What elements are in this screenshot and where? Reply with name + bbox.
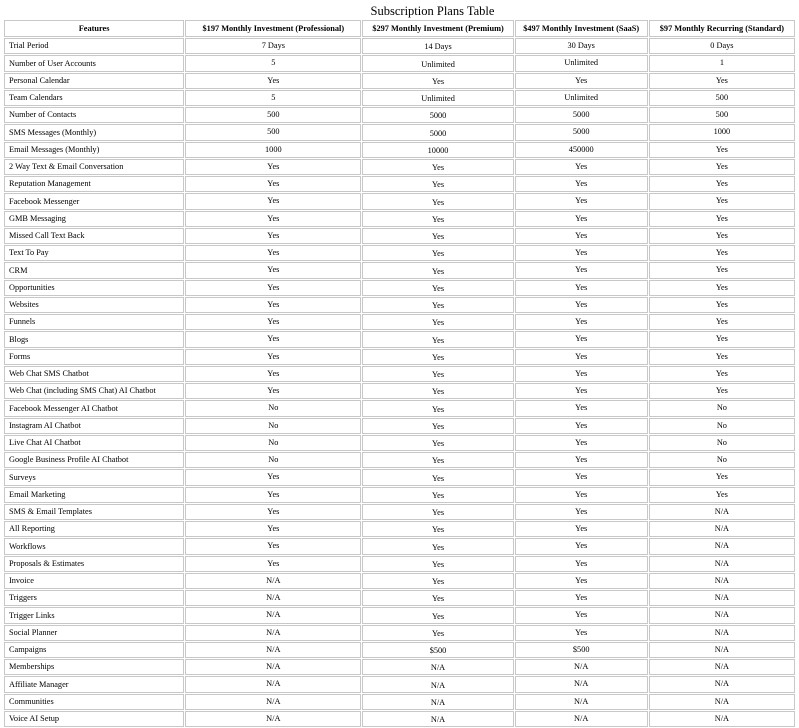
table-row — [4, 573, 795, 589]
feature-name: Google Business Profile AI Chatbot — [4, 452, 184, 468]
feature-name: Instagram AI Chatbot — [4, 418, 184, 434]
premium-value: Yes — [362, 314, 513, 330]
professional-value: Yes — [185, 331, 361, 347]
table-row — [4, 331, 795, 347]
premium-value: Unlimited — [362, 55, 513, 71]
standard-value: 1 — [649, 55, 795, 71]
saas-value: Yes — [515, 469, 648, 485]
saas-value: Yes — [515, 556, 648, 572]
saas-value: Unlimited — [515, 90, 648, 106]
feature-name: Communities — [4, 694, 184, 710]
saas-value: Yes — [515, 538, 648, 554]
table-row — [4, 676, 795, 692]
saas-value: Yes — [515, 176, 648, 192]
professional-value: Yes — [185, 349, 361, 365]
header-features: Features — [4, 20, 184, 37]
header-standard-plan: $97 Monthly Recurring (Standard) — [649, 20, 795, 37]
professional-value: 7 Days — [185, 38, 361, 54]
saas-value: Yes — [515, 228, 648, 244]
feature-name: Social Planner — [4, 625, 184, 641]
saas-value: Yes — [515, 262, 648, 278]
feature-name: SMS Messages (Monthly) — [4, 124, 184, 140]
standard-value: Yes — [649, 314, 795, 330]
premium-value: Yes — [362, 504, 513, 520]
table-row — [4, 487, 795, 503]
saas-value: Yes — [515, 573, 648, 589]
feature-name: Websites — [4, 297, 184, 313]
professional-value: N/A — [185, 573, 361, 589]
saas-value: 30 Days — [515, 38, 648, 54]
saas-value: Yes — [515, 280, 648, 296]
professional-value: No — [185, 435, 361, 451]
professional-value: Yes — [185, 193, 361, 209]
saas-value: 450000 — [515, 142, 648, 158]
feature-name: All Reporting — [4, 521, 184, 537]
saas-value: Yes — [515, 331, 648, 347]
professional-value: Yes — [185, 262, 361, 278]
feature-name: Affiliate Manager — [4, 676, 184, 692]
professional-value: Yes — [185, 228, 361, 244]
premium-value: Yes — [362, 469, 513, 485]
standard-value: Yes — [649, 349, 795, 365]
saas-value: Yes — [515, 297, 648, 313]
table-row — [4, 366, 795, 382]
standard-value: N/A — [649, 590, 795, 606]
premium-value: Yes — [362, 193, 513, 209]
table-row — [4, 314, 795, 330]
premium-value: Yes — [362, 435, 513, 451]
premium-value: Yes — [362, 176, 513, 192]
saas-value: Yes — [515, 504, 648, 520]
premium-value: N/A — [362, 694, 513, 710]
premium-value: N/A — [362, 711, 513, 727]
standard-value: Yes — [649, 487, 795, 503]
premium-value: Yes — [362, 297, 513, 313]
table-row — [4, 400, 795, 416]
table-row — [4, 711, 795, 727]
saas-value: Yes — [515, 193, 648, 209]
premium-value: Yes — [362, 280, 513, 296]
premium-value: Yes — [362, 159, 513, 175]
feature-name: Triggers — [4, 590, 184, 606]
standard-value: 500 — [649, 107, 795, 123]
table-row — [4, 469, 795, 485]
premium-value: Yes — [362, 331, 513, 347]
saas-value: Yes — [515, 400, 648, 416]
feature-name: SMS & Email Templates — [4, 504, 184, 520]
standard-value: No — [649, 400, 795, 416]
standard-value: No — [649, 435, 795, 451]
saas-value: Yes — [515, 521, 648, 537]
standard-value: Yes — [649, 228, 795, 244]
premium-value: 14 Days — [362, 38, 513, 54]
standard-value: N/A — [649, 659, 795, 675]
standard-value: N/A — [649, 521, 795, 537]
saas-value: Yes — [515, 211, 648, 227]
feature-name: Invoice — [4, 573, 184, 589]
table-row — [4, 383, 795, 399]
professional-value: N/A — [185, 694, 361, 710]
professional-value: Yes — [185, 469, 361, 485]
standard-value: Yes — [649, 159, 795, 175]
saas-value: Yes — [515, 366, 648, 382]
premium-value: 5000 — [362, 124, 513, 140]
premium-value: $500 — [362, 642, 513, 658]
standard-value: N/A — [649, 556, 795, 572]
table-row — [4, 607, 795, 623]
feature-name: Campaigns — [4, 642, 184, 658]
table-row — [4, 245, 795, 261]
feature-name: Reputation Management — [4, 176, 184, 192]
feature-name: Surveys — [4, 469, 184, 485]
professional-value: No — [185, 452, 361, 468]
saas-value: Yes — [515, 625, 648, 641]
professional-value: Yes — [185, 366, 361, 382]
header-premium-plan: $297 Monthly Investment (Premium) — [362, 20, 513, 37]
table-row — [4, 297, 795, 313]
premium-value: Yes — [362, 383, 513, 399]
table-row — [4, 659, 795, 675]
saas-value: Yes — [515, 314, 648, 330]
professional-value: N/A — [185, 590, 361, 606]
subscription-plans-table — [3, 19, 796, 728]
professional-value: N/A — [185, 711, 361, 727]
feature-name: GMB Messaging — [4, 211, 184, 227]
feature-name: Trial Period — [4, 38, 184, 54]
professional-value: Yes — [185, 521, 361, 537]
header-row — [4, 20, 795, 37]
standard-value: N/A — [649, 573, 795, 589]
professional-value: 5 — [185, 55, 361, 71]
table-row — [4, 55, 795, 71]
premium-value: Yes — [362, 349, 513, 365]
feature-name: Team Calendars — [4, 90, 184, 106]
standard-value: N/A — [649, 625, 795, 641]
table-row — [4, 521, 795, 537]
professional-value: N/A — [185, 625, 361, 641]
premium-value: Yes — [362, 366, 513, 382]
feature-name: Funnels — [4, 314, 184, 330]
standard-value: N/A — [649, 676, 795, 692]
standard-value: N/A — [649, 694, 795, 710]
premium-value: 10000 — [362, 142, 513, 158]
professional-value: 5 — [185, 90, 361, 106]
standard-value: Yes — [649, 176, 795, 192]
professional-value: N/A — [185, 642, 361, 658]
standard-value: No — [649, 452, 795, 468]
standard-value: 500 — [649, 90, 795, 106]
saas-value: N/A — [515, 659, 648, 675]
premium-value: Yes — [362, 245, 513, 261]
table-row — [4, 90, 795, 106]
professional-value: Yes — [185, 556, 361, 572]
saas-value: Yes — [515, 418, 648, 434]
premium-value: Yes — [362, 487, 513, 503]
saas-value: Yes — [515, 452, 648, 468]
saas-value: Yes — [515, 383, 648, 399]
standard-value: Yes — [649, 262, 795, 278]
saas-value: Yes — [515, 73, 648, 89]
saas-value: Unlimited — [515, 55, 648, 71]
saas-value: Yes — [515, 159, 648, 175]
table-row — [4, 176, 795, 192]
standard-value: Yes — [649, 142, 795, 158]
saas-value: 5000 — [515, 124, 648, 140]
premium-value: Yes — [362, 607, 513, 623]
premium-value: Yes — [362, 452, 513, 468]
table-row — [4, 159, 795, 175]
professional-value: Yes — [185, 314, 361, 330]
standard-value: N/A — [649, 711, 795, 727]
header-saas-plan: $497 Monthly Investment (SaaS) — [515, 20, 648, 37]
feature-name: Text To Pay — [4, 245, 184, 261]
table-row — [4, 349, 795, 365]
feature-name: Email Marketing — [4, 487, 184, 503]
professional-value: No — [185, 400, 361, 416]
table-row — [4, 142, 795, 158]
table-row — [4, 625, 795, 641]
feature-name: Web Chat SMS Chatbot — [4, 366, 184, 382]
table-row — [4, 452, 795, 468]
feature-name: CRM — [4, 262, 184, 278]
feature-name: Missed Call Text Back — [4, 228, 184, 244]
professional-value: Yes — [185, 159, 361, 175]
table-row — [4, 107, 795, 123]
professional-value: Yes — [185, 487, 361, 503]
premium-value: Yes — [362, 521, 513, 537]
saas-value: Yes — [515, 349, 648, 365]
premium-value: Yes — [362, 262, 513, 278]
feature-name: Facebook Messenger — [4, 193, 184, 209]
premium-value: Yes — [362, 418, 513, 434]
feature-name: Blogs — [4, 331, 184, 347]
feature-name: Voice AI Setup — [4, 711, 184, 727]
standard-value: Yes — [649, 297, 795, 313]
standard-value: Yes — [649, 245, 795, 261]
table-row — [4, 228, 795, 244]
standard-value: Yes — [649, 280, 795, 296]
premium-value: Yes — [362, 400, 513, 416]
feature-name: Personal Calendar — [4, 73, 184, 89]
table-row — [4, 590, 795, 606]
table-row — [4, 435, 795, 451]
table-row — [4, 694, 795, 710]
table-row — [4, 418, 795, 434]
professional-value: 500 — [185, 124, 361, 140]
professional-value: Yes — [185, 211, 361, 227]
professional-value: Yes — [185, 383, 361, 399]
premium-value: Yes — [362, 625, 513, 641]
premium-value: N/A — [362, 676, 513, 692]
feature-name: Number of User Accounts — [4, 55, 184, 71]
standard-value: No — [649, 418, 795, 434]
standard-value: 0 Days — [649, 38, 795, 54]
table-row — [4, 280, 795, 296]
professional-value: No — [185, 418, 361, 434]
premium-value: Yes — [362, 573, 513, 589]
table-row — [4, 73, 795, 89]
table-row — [4, 642, 795, 658]
feature-name: Facebook Messenger AI Chatbot — [4, 400, 184, 416]
feature-name: Proposals & Estimates — [4, 556, 184, 572]
premium-value: Unlimited — [362, 90, 513, 106]
standard-value: Yes — [649, 366, 795, 382]
saas-value: Yes — [515, 590, 648, 606]
saas-value: 5000 — [515, 107, 648, 123]
standard-value: Yes — [649, 469, 795, 485]
standard-value: 1000 — [649, 124, 795, 140]
professional-value: Yes — [185, 504, 361, 520]
feature-name: Live Chat AI Chatbot — [4, 435, 184, 451]
standard-value: N/A — [649, 504, 795, 520]
feature-name: Memberships — [4, 659, 184, 675]
feature-name: Opportunities — [4, 280, 184, 296]
premium-value: Yes — [362, 228, 513, 244]
saas-value: N/A — [515, 676, 648, 692]
premium-value: N/A — [362, 659, 513, 675]
standard-value: N/A — [649, 607, 795, 623]
feature-name: Forms — [4, 349, 184, 365]
standard-value: N/A — [649, 642, 795, 658]
feature-name: Email Messages (Monthly) — [4, 142, 184, 158]
standard-value: Yes — [649, 211, 795, 227]
saas-value: Yes — [515, 607, 648, 623]
professional-value: Yes — [185, 176, 361, 192]
premium-value: Yes — [362, 590, 513, 606]
professional-value: Yes — [185, 297, 361, 313]
premium-value: Yes — [362, 73, 513, 89]
professional-value: Yes — [185, 280, 361, 296]
standard-value: Yes — [649, 73, 795, 89]
premium-value: Yes — [362, 556, 513, 572]
premium-value: 5000 — [362, 107, 513, 123]
saas-value: N/A — [515, 694, 648, 710]
header-professional-plan: $197 Monthly Investment (Professional) — [185, 20, 361, 37]
professional-value: N/A — [185, 659, 361, 675]
standard-value: Yes — [649, 383, 795, 399]
saas-value: Yes — [515, 487, 648, 503]
feature-name: Web Chat (including SMS Chat) AI Chatbot — [4, 383, 184, 399]
feature-name: Trigger Links — [4, 607, 184, 623]
table-row — [4, 38, 795, 54]
table-row — [4, 504, 795, 520]
standard-value: N/A — [649, 538, 795, 554]
feature-name: Number of Contacts — [4, 107, 184, 123]
professional-value: Yes — [185, 538, 361, 554]
table-title: Subscription Plans Table — [370, 4, 495, 18]
professional-value: 500 — [185, 107, 361, 123]
table-row — [4, 193, 795, 209]
premium-value: Yes — [362, 538, 513, 554]
saas-value: N/A — [515, 711, 648, 727]
saas-value: $500 — [515, 642, 648, 658]
table-row — [4, 556, 795, 572]
feature-name: 2 Way Text & Email Conversation — [4, 159, 184, 175]
standard-value: Yes — [649, 331, 795, 347]
feature-name: Workflows — [4, 538, 184, 554]
table-row — [4, 538, 795, 554]
table-row — [4, 124, 795, 140]
table-row — [4, 211, 795, 227]
saas-value: Yes — [515, 245, 648, 261]
standard-value: Yes — [649, 193, 795, 209]
professional-value: Yes — [185, 245, 361, 261]
professional-value: N/A — [185, 607, 361, 623]
professional-value: Yes — [185, 73, 361, 89]
professional-value: 1000 — [185, 142, 361, 158]
premium-value: Yes — [362, 211, 513, 227]
table-row — [4, 262, 795, 278]
professional-value: N/A — [185, 676, 361, 692]
saas-value: Yes — [515, 435, 648, 451]
